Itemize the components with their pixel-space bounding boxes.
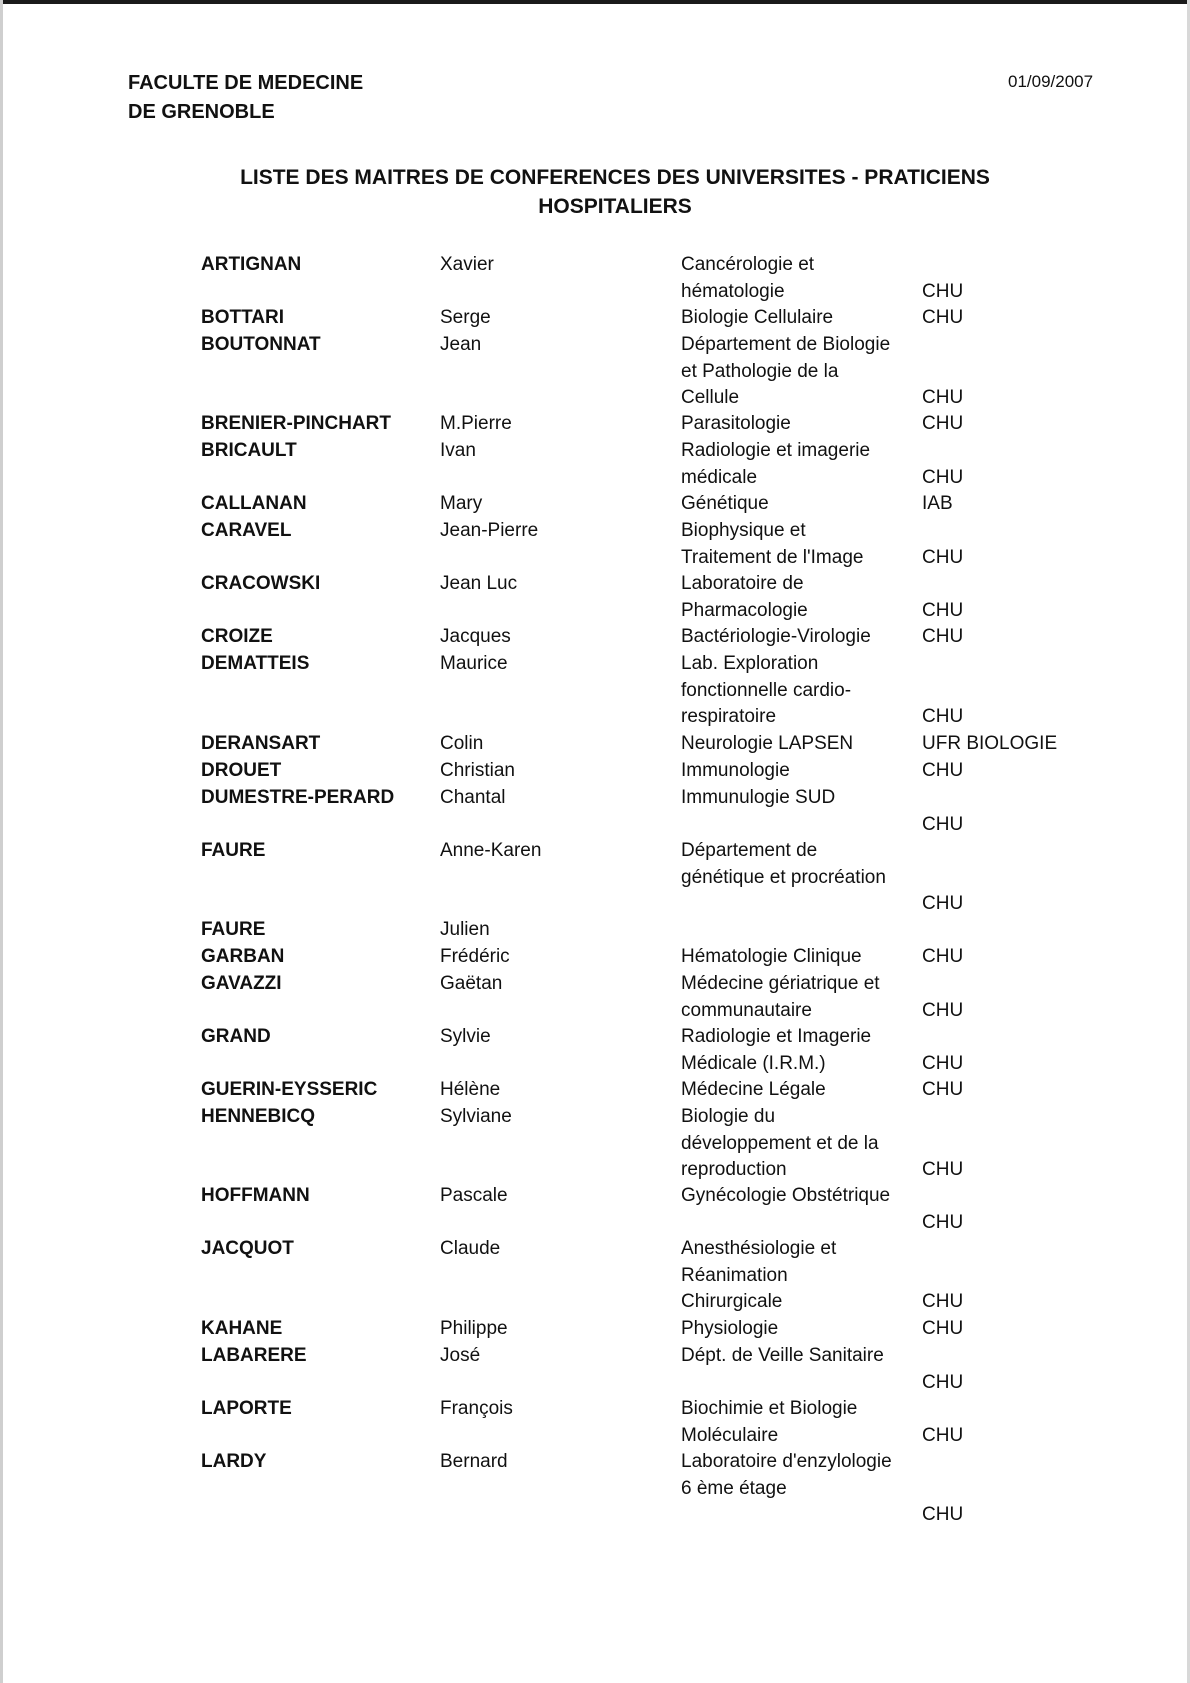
first-name: Jacques xyxy=(440,626,511,647)
first-name: Sylviane xyxy=(440,1106,512,1127)
first-name: Anne-Karen xyxy=(440,840,542,861)
department-line: Génétique xyxy=(681,493,769,514)
affiliation: CHU xyxy=(922,626,964,647)
department-line: Pharmacologie xyxy=(681,599,808,621)
surname: GRAND xyxy=(201,1026,271,1047)
affiliation: CHU xyxy=(922,280,964,302)
department xyxy=(681,1316,778,1343)
department-line: Chirurgicale xyxy=(681,1291,783,1312)
department-line: fonctionnelle cardio- xyxy=(681,679,852,701)
surname: GAVAZZI xyxy=(201,973,282,994)
department-line: Laboratoire de xyxy=(681,573,804,594)
first-name: Sylvie xyxy=(440,1026,491,1047)
department xyxy=(681,624,871,651)
department xyxy=(681,332,890,412)
affiliation: CHU xyxy=(922,1159,964,1180)
surname: LAPORTE xyxy=(201,1398,292,1419)
surname: HENNEBICQ xyxy=(201,1106,316,1127)
first-name: Ivan xyxy=(440,440,476,461)
department xyxy=(681,1183,890,1210)
department xyxy=(681,518,863,571)
department-line: Neurologie LAPSEN xyxy=(681,733,854,754)
department-line: Cancérologie et xyxy=(681,254,815,275)
department xyxy=(681,1449,892,1502)
affiliation: CHU xyxy=(922,1318,964,1339)
institution-line-2: DE GRENOBLE xyxy=(128,101,275,123)
affiliation: CHU xyxy=(922,813,964,835)
affiliation: CHU xyxy=(922,1211,964,1233)
document-date: 01/09/2007 xyxy=(1008,72,1094,91)
department-line: médicale xyxy=(681,466,758,488)
first-name: Hélène xyxy=(440,1079,501,1100)
first-name: Maurice xyxy=(440,653,508,674)
affiliation: CHU xyxy=(922,307,964,328)
department-line: Hématologie Clinique xyxy=(681,946,862,967)
surname: KAHANE xyxy=(201,1318,283,1339)
affiliation: CHU xyxy=(922,893,964,914)
department-line: Biologie du xyxy=(681,1106,776,1127)
department-line: Médecine gériatrique et xyxy=(681,973,880,994)
first-name: Bernard xyxy=(440,1451,508,1472)
department-line: Anesthésiologie et xyxy=(681,1238,837,1259)
department xyxy=(681,838,886,891)
list-title-line-2: HOSPITALIERS xyxy=(538,195,692,218)
surname: FAURE xyxy=(201,840,266,861)
department-line: Radiologie et imagerie xyxy=(681,440,871,461)
department-line: Moléculaire xyxy=(681,1424,779,1446)
department xyxy=(681,1104,879,1184)
department-line: communautaire xyxy=(681,999,812,1021)
affiliation: UFR BIOLOGIE xyxy=(922,733,1058,754)
affiliation: CHU xyxy=(922,546,964,568)
surname: DROUET xyxy=(201,760,282,781)
surname: DERANSART xyxy=(201,733,321,754)
department-line: Réanimation xyxy=(681,1264,788,1286)
surname: GUERIN-EYSSERIC xyxy=(201,1079,378,1100)
department-line: Parasitologie xyxy=(681,413,791,434)
surname: BOUTONNAT xyxy=(201,334,321,355)
surname: ARTIGNAN xyxy=(201,254,302,275)
surname: CARAVEL xyxy=(201,520,292,541)
department xyxy=(681,1236,836,1316)
department xyxy=(681,731,853,758)
surname: BOTTARI xyxy=(201,307,285,328)
department-line: Département de Biologie xyxy=(681,334,891,355)
surname: DEMATTEIS xyxy=(201,653,310,674)
surname: GARBAN xyxy=(201,946,285,967)
affiliation: CHU xyxy=(922,706,964,727)
first-name: Julien xyxy=(440,919,490,940)
department xyxy=(681,651,851,731)
first-name: José xyxy=(440,1345,481,1366)
department-line: Médecine Légale xyxy=(681,1079,826,1100)
first-name: Claude xyxy=(440,1238,501,1259)
department-line: Bactériologie-Virologie xyxy=(681,626,871,647)
first-name: Gaëtan xyxy=(440,973,503,994)
department xyxy=(681,971,880,1024)
affiliation: CHU xyxy=(922,1052,964,1074)
department-line: Immunologie xyxy=(681,760,790,781)
department-line: hématologie xyxy=(681,280,785,302)
first-name: Frédéric xyxy=(440,946,510,967)
first-name: Chantal xyxy=(440,787,506,808)
department-line: Médicale (I.R.M.) xyxy=(681,1052,826,1074)
department-line: Traitement de l'Image xyxy=(681,546,864,568)
first-name: Mary xyxy=(440,493,483,514)
surname: LARDY xyxy=(201,1451,267,1472)
list-title-line-1: LISTE DES MAITRES DE CONFERENCES DES UNIVERSITES - PRATICIENS xyxy=(240,166,990,189)
department-line: Cellule xyxy=(681,387,740,408)
department-line: respiratoire xyxy=(681,706,777,727)
department xyxy=(681,571,808,624)
department xyxy=(681,785,835,812)
surname: CALLANAN xyxy=(201,493,307,514)
department xyxy=(681,1343,884,1370)
department-line: développement et de la xyxy=(681,1132,879,1154)
department-line: Biochimie et Biologie xyxy=(681,1398,858,1419)
department xyxy=(681,305,833,332)
first-name: Pascale xyxy=(440,1185,508,1206)
surname: FAURE xyxy=(201,919,266,940)
department xyxy=(681,252,814,305)
affiliation: CHU xyxy=(922,466,964,488)
first-name: Jean xyxy=(440,334,482,355)
surname: HOFFMANN xyxy=(201,1185,310,1206)
department-line: Immunulogie SUD xyxy=(681,787,836,808)
affiliation: CHU xyxy=(922,760,964,781)
department-line: Lab. Exploration xyxy=(681,653,819,674)
affiliation: CHU xyxy=(922,999,964,1021)
department-line: reproduction xyxy=(681,1159,787,1180)
department xyxy=(681,1396,857,1449)
affiliation: CHU xyxy=(922,1079,964,1100)
department-line: Laboratoire d'enzylologie xyxy=(681,1451,892,1472)
department xyxy=(681,1024,871,1077)
department-line: et Pathologie de la xyxy=(681,360,839,382)
surname: JACQUOT xyxy=(201,1238,294,1259)
first-name: Colin xyxy=(440,733,484,754)
department-line: Radiologie et Imagerie xyxy=(681,1026,872,1047)
first-name: François xyxy=(440,1398,513,1419)
department-line: Département de xyxy=(681,840,818,861)
department xyxy=(681,944,862,971)
first-name: Philippe xyxy=(440,1318,508,1339)
department-line: Biologie Cellulaire xyxy=(681,307,834,328)
first-name: Christian xyxy=(440,760,515,781)
affiliation: CHU xyxy=(922,387,964,408)
first-name: Serge xyxy=(440,307,491,328)
department xyxy=(681,491,769,518)
department xyxy=(681,411,791,438)
surname: CRACOWSKI xyxy=(201,573,321,594)
institution-line-1: FACULTE DE MEDECINE xyxy=(128,72,364,94)
surname: BRENIER-PINCHART xyxy=(201,413,391,434)
first-name: Jean Luc xyxy=(440,573,518,594)
surname: BRICAULT xyxy=(201,440,297,461)
affiliation: CHU xyxy=(922,1424,964,1446)
affiliation: CHU xyxy=(922,946,964,967)
department xyxy=(681,1077,826,1104)
department-line: génétique et procréation xyxy=(681,866,886,888)
department-line: Dépt. de Veille Sanitaire xyxy=(681,1345,884,1366)
department-line: Biophysique et xyxy=(681,520,806,541)
department-line: Gynécologie Obstétrique xyxy=(681,1185,891,1206)
department-line: Physiologie xyxy=(681,1318,779,1339)
surname: CROIZE xyxy=(201,626,273,647)
affiliation: CHU xyxy=(922,1371,964,1393)
department xyxy=(681,758,790,785)
affiliation: IAB xyxy=(922,493,953,514)
department xyxy=(681,438,870,491)
surname: LABARERE xyxy=(201,1345,307,1366)
surname: DUMESTRE-PERARD xyxy=(201,787,395,808)
scan-left-edge xyxy=(0,0,3,1683)
affiliation: CHU xyxy=(922,1504,964,1525)
department-line: 6 ème étage xyxy=(681,1477,787,1499)
first-name: M.Pierre xyxy=(440,413,512,434)
affiliation: CHU xyxy=(922,1291,964,1312)
first-name: Xavier xyxy=(440,254,494,275)
first-name: Jean-Pierre xyxy=(440,520,539,541)
scan-top-edge xyxy=(0,0,1190,4)
affiliation: CHU xyxy=(922,413,964,434)
affiliation: CHU xyxy=(922,599,964,621)
